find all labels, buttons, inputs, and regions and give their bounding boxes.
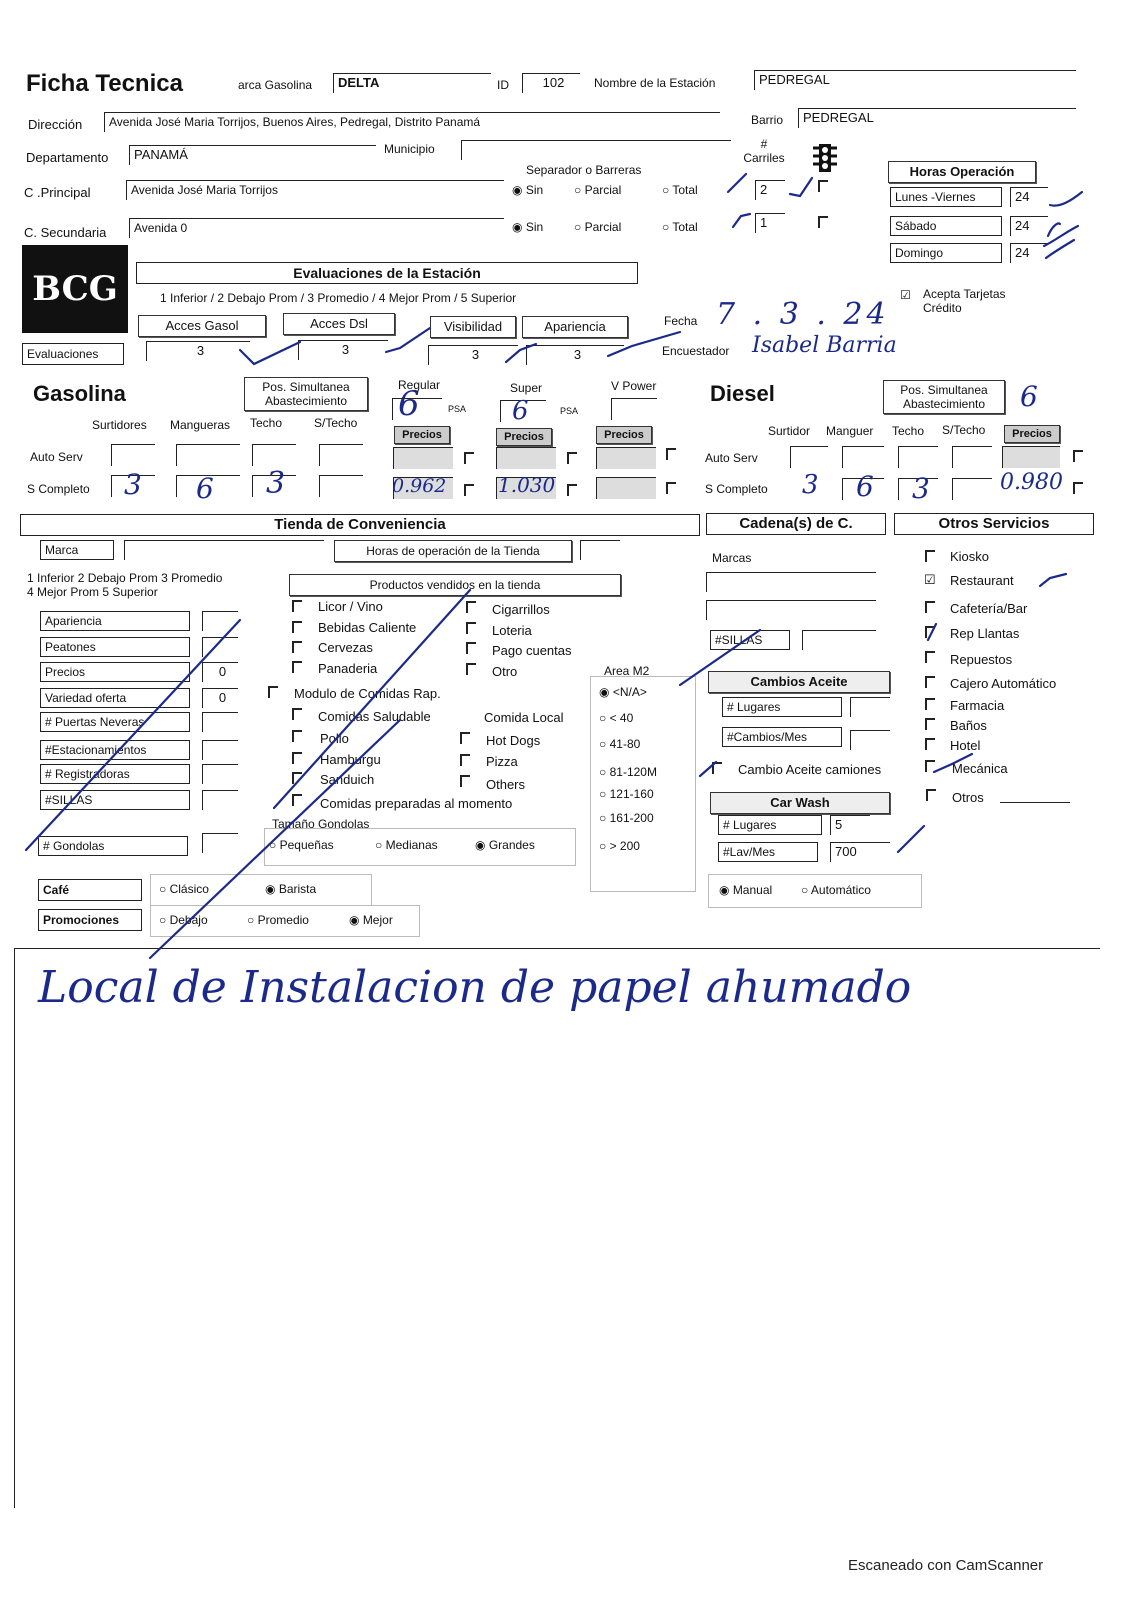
checkbox[interactable] xyxy=(460,732,470,744)
diesel-auto-label: Auto Serv xyxy=(705,451,758,465)
horas-lunes-field[interactable]: 24 xyxy=(1010,187,1048,207)
rating-field[interactable]: 0 xyxy=(202,688,238,708)
completo-stecho-field[interactable] xyxy=(319,475,363,497)
notes-text: Local de Instalacion de papel ahumado xyxy=(38,962,912,1013)
rating-field[interactable] xyxy=(202,611,238,631)
comida-item: Comidas Saludable xyxy=(318,709,431,724)
diesel-completo-surtidor: 3 xyxy=(802,470,819,500)
visibilidad-field[interactable]: 3 xyxy=(428,345,518,365)
radio-area[interactable]: ○ 161-200 xyxy=(599,811,654,825)
apariencia-header: Apariencia xyxy=(522,316,628,338)
rating-label: #SILLAS xyxy=(40,790,190,810)
precios-header: Precios xyxy=(496,428,552,446)
cw-lugares-label: # Lugares xyxy=(718,815,822,835)
cambios-lugares-field[interactable] xyxy=(850,697,890,717)
checkbox[interactable] xyxy=(925,738,935,750)
comida-item: Others xyxy=(486,777,526,792)
checkbox[interactable] xyxy=(292,621,302,633)
checkbox[interactable] xyxy=(567,484,577,496)
direccion-field[interactable]: Avenida José Maria Torrijos, Buenos Aires, Pedregal, Distrito Panamá xyxy=(104,112,720,132)
checkbox[interactable] xyxy=(818,180,828,192)
tarjetas-label: Acepta Tarjetas Crédito xyxy=(923,287,1006,315)
diesel-auto-manguer[interactable] xyxy=(842,446,884,468)
cambios-mes-label: #Cambios/Mes xyxy=(722,727,842,747)
producto-item: Cigarrillos xyxy=(492,602,550,617)
radio-total[interactable]: ○ Total xyxy=(662,220,698,234)
calle-secundaria-label: C. Secundaria xyxy=(24,225,107,240)
carriles-label: # Carriles xyxy=(743,137,785,165)
area-label: Area M2 xyxy=(604,664,650,678)
gasolina-title: Gasolina xyxy=(33,381,126,406)
producto-item: Pago cuentas xyxy=(492,643,572,658)
producto-item: Cervezas xyxy=(318,640,373,655)
radio-clasico[interactable]: ○ Clásico xyxy=(159,882,209,896)
comida-item: Pizza xyxy=(486,754,518,769)
area-group xyxy=(590,676,696,892)
traffic-light-icon xyxy=(812,142,838,174)
tienda-marca-field[interactable] xyxy=(124,540,324,560)
barrio-field[interactable]: PEDREGAL xyxy=(798,108,1076,128)
gasolina-pos-header: Pos. Simultanea Abastecimiento xyxy=(244,377,368,411)
checkbox[interactable] xyxy=(925,651,935,663)
completo-mangueras-hand: 6 xyxy=(196,472,214,505)
servicio-item: Rep Llantas xyxy=(950,626,1020,641)
checkbox[interactable] xyxy=(925,760,935,772)
auto-mangueras-field[interactable] xyxy=(176,444,240,466)
checkbox[interactable] xyxy=(268,686,278,698)
checkbox[interactable] xyxy=(292,794,302,806)
checkbox[interactable] xyxy=(925,698,935,710)
rating-field[interactable] xyxy=(202,764,238,784)
radio-area[interactable]: ◉ <N/A> xyxy=(599,685,647,699)
municipio-field[interactable] xyxy=(461,140,731,160)
radio-total[interactable]: ○ Total xyxy=(662,183,698,197)
radio-area[interactable]: ○ 81-120M xyxy=(599,765,657,779)
radio-medianas[interactable]: ○ Medianas xyxy=(375,838,438,852)
radio-debajo[interactable]: ○ Debajo xyxy=(159,913,208,927)
checkbox[interactable] xyxy=(460,775,470,787)
servicio-item: Hotel xyxy=(950,738,981,753)
calle-principal-label: C .Principal xyxy=(24,185,91,200)
rating-label: # Registradoras xyxy=(40,764,190,784)
regular-pos-field[interactable] xyxy=(392,398,442,420)
radio-barista[interactable]: ◉ Barista xyxy=(265,882,317,896)
rating-label: Peatones xyxy=(40,637,190,657)
vpower-label: V Power xyxy=(611,379,657,393)
direccion-label: Dirección xyxy=(28,117,83,132)
apariencia-field[interactable]: 3 xyxy=(526,345,624,365)
horas-operacion-title: Horas Operación xyxy=(888,161,1036,183)
comida-item: Hot Dogs xyxy=(486,733,541,748)
otros-servicios-title: Otros Servicios xyxy=(894,513,1094,535)
evaluaciones-row-label: Evaluaciones xyxy=(22,343,124,365)
servicio-item: Cajero Automático xyxy=(950,676,1057,691)
producto-item: Licor / Vino xyxy=(318,599,383,614)
precios-header: Precios xyxy=(596,426,652,444)
servicio-item: Cafetería/Bar xyxy=(950,601,1028,616)
checkbox[interactable] xyxy=(1073,482,1083,494)
checkbox[interactable] xyxy=(292,600,302,612)
checkbox[interactable] xyxy=(1073,450,1083,462)
completo-regular-price: 0.962 xyxy=(392,475,447,497)
completo-vpower-price[interactable] xyxy=(596,477,656,499)
radio-manual[interactable]: ◉ Manual xyxy=(719,883,773,897)
calle-principal-field[interactable]: Avenida José Maria Torrijos xyxy=(126,180,504,200)
diesel-title: Diesel xyxy=(710,381,775,406)
tienda-scale-1: 1 Inferior 2 Debajo Prom 3 Promedio xyxy=(27,571,223,585)
nombre-estacion-field[interactable]: PEDREGAL xyxy=(754,70,1076,90)
diesel-pos-hand: 6 xyxy=(1020,380,1038,413)
checkbox[interactable] xyxy=(292,661,302,673)
radio-mejor[interactable]: ◉ Mejor xyxy=(349,913,393,927)
carriles-principal-field[interactable]: 2 xyxy=(755,180,785,200)
cw-lav-label: #Lav/Mes xyxy=(718,842,818,862)
car-wash-title: Car Wash xyxy=(710,792,890,814)
completo-techo-hand: 3 xyxy=(266,466,286,501)
encuestador-label: Encuestador xyxy=(662,344,730,358)
checkbox[interactable] xyxy=(712,762,722,774)
checkbox[interactable] xyxy=(926,789,936,801)
notes-box[interactable] xyxy=(14,948,1100,1508)
diesel-completo-price: 0.980 xyxy=(1000,470,1063,495)
checkbox[interactable] xyxy=(292,708,302,720)
radio-sin[interactable]: ◉ Sin xyxy=(512,220,544,234)
diesel-auto-surtidor[interactable] xyxy=(790,446,828,468)
carwash-type-group xyxy=(708,874,922,908)
tienda-scale-2: 4 Mejor Prom 5 Superior xyxy=(27,585,158,599)
fecha-label: Fecha xyxy=(664,314,698,328)
checkbox[interactable] xyxy=(925,676,935,688)
fecha-handwritten: 7 . 3 . 24 xyxy=(716,297,890,332)
col-surtidores: Surtidores xyxy=(92,418,147,432)
super-label: Super xyxy=(510,381,543,395)
form-title: Ficha Tecnica xyxy=(26,70,183,97)
departamento-label: Departamento xyxy=(26,150,109,165)
checkbox[interactable] xyxy=(466,663,476,675)
cambios-aceite-title: Cambios Aceite xyxy=(708,671,890,693)
producto-item: Panaderia xyxy=(318,661,378,676)
auto-stecho-field[interactable] xyxy=(319,444,363,466)
radio-sin[interactable]: ◉ Sin xyxy=(512,183,544,197)
tienda-title: Tienda de Conveniencia xyxy=(20,514,700,536)
comida-item: Hamburgu xyxy=(320,752,381,767)
acces-gasol-field[interactable]: 3 xyxy=(146,341,250,361)
radio-parcial[interactable]: ○ Parcial xyxy=(574,220,622,234)
marca-gasolina-label: arca Gasolina xyxy=(238,78,313,92)
diesel-col-manguer: Manguer xyxy=(826,424,874,438)
diesel-auto-stecho[interactable] xyxy=(952,446,992,468)
cadena-sillas-field[interactable] xyxy=(802,630,876,650)
evaluaciones-scale: 1 Inferior / 2 Debajo Prom / 3 Promedio / 4 Mejor Prom / 5 Superior xyxy=(160,291,517,305)
rating-label: # Puertas Neveras xyxy=(40,712,190,732)
productos-header: Productos vendidos en la tienda xyxy=(289,574,621,596)
diesel-col-stecho: S/Techo xyxy=(942,423,986,437)
visibilidad-header: Visibilidad xyxy=(430,316,516,338)
gasolina-super-hand: 6 xyxy=(512,396,529,426)
diesel-pos-header: Pos. Simultanea Abastecimiento xyxy=(883,380,1005,414)
checkbox[interactable] xyxy=(818,216,828,228)
radio-pequenas[interactable]: ○ Pequeñas xyxy=(269,838,334,852)
checkbox[interactable] xyxy=(567,452,577,464)
acces-dsl-field[interactable]: 3 xyxy=(298,340,388,360)
tienda-horas-field[interactable] xyxy=(580,540,620,560)
rating-label: Apariencia xyxy=(40,611,190,631)
gasolina-regular-hand: 6 xyxy=(398,384,420,424)
psa-label: PSA xyxy=(560,406,579,416)
otros-line xyxy=(1000,802,1070,803)
rating-label: Precios xyxy=(40,662,190,682)
servicio-item: Mecánica xyxy=(952,761,1008,776)
diesel-auto-price[interactable] xyxy=(1002,446,1060,468)
psa-label: PSA xyxy=(448,404,467,414)
vpower-pos-field[interactable] xyxy=(611,398,657,420)
auto-techo-field[interactable] xyxy=(252,444,296,466)
checkbox[interactable] xyxy=(466,601,476,613)
checkbox[interactable] xyxy=(466,642,476,654)
radio-promedio[interactable]: ○ Promedio xyxy=(247,913,309,927)
tarjetas-checkbox[interactable]: ☑ xyxy=(900,288,911,302)
checkbox[interactable] xyxy=(925,550,935,562)
rating-field[interactable] xyxy=(202,712,238,732)
carriles-secundaria-field[interactable]: 1 xyxy=(755,213,785,233)
marca-gasolina-field[interactable]: DELTA xyxy=(333,73,491,93)
producto-item: Bebidas Caliente xyxy=(318,620,417,635)
cadena-title: Cadena(s) de C. xyxy=(706,513,886,535)
rating-label: Variedad oferta xyxy=(40,688,190,708)
cadena-marca-field[interactable] xyxy=(706,600,876,620)
checkbox[interactable] xyxy=(292,752,302,764)
diesel-completo-label: S Completo xyxy=(705,482,768,496)
promociones-label: Promociones xyxy=(38,909,142,931)
checkbox[interactable] xyxy=(292,730,302,742)
auto-vpower-price[interactable] xyxy=(596,447,656,469)
auto-serv-label: Auto Serv xyxy=(30,450,83,464)
cambios-lugares-label: # Lugares xyxy=(722,697,842,717)
servicio-item: Kiosko xyxy=(950,549,990,564)
completo-surtidores-hand: 3 xyxy=(124,468,142,501)
checkbox[interactable] xyxy=(460,754,470,766)
radio-area[interactable]: ○ < 40 xyxy=(599,711,634,725)
servicio-item: Repuestos xyxy=(950,652,1013,667)
tamano-group xyxy=(264,828,576,866)
comidas-preparadas-label: Comidas preparadas al momento xyxy=(320,796,513,811)
horas-row-label: Lunes -Viernes xyxy=(890,187,1002,207)
diesel-col-surtidor: Surtidor xyxy=(768,424,811,438)
rating-field[interactable] xyxy=(202,740,238,760)
producto-item: Otro xyxy=(492,664,518,679)
cambios-mes-field[interactable] xyxy=(850,730,890,750)
checkbox[interactable] xyxy=(925,626,935,638)
col-mangueras: Mangueras xyxy=(170,418,231,432)
checkbox[interactable] xyxy=(292,772,302,784)
radio-area[interactable]: ○ 121-160 xyxy=(599,787,654,801)
rating-field[interactable]: 0 xyxy=(202,662,238,682)
gondolas-field[interactable] xyxy=(202,833,238,853)
id-label: ID xyxy=(497,78,509,92)
checkbox-checked[interactable]: ☑ xyxy=(924,572,936,587)
auto-regular-price[interactable] xyxy=(393,447,453,469)
rating-label: #Estacionamientos xyxy=(40,740,190,760)
bcg-logo: BCG xyxy=(22,245,128,333)
comida-item: Sanduich xyxy=(320,772,375,787)
rating-field[interactable] xyxy=(202,790,238,810)
diesel-auto-techo[interactable] xyxy=(898,446,938,468)
municipio-label: Municipio xyxy=(384,142,435,156)
cambio-camiones-label: Cambio Aceite camiones xyxy=(738,762,882,777)
servicio-item: Baños xyxy=(950,718,987,733)
radio-area[interactable]: ○ > 200 xyxy=(599,839,640,853)
servicio-item: Restaurant xyxy=(950,573,1014,588)
evaluaciones-title: Evaluaciones de la Estación xyxy=(136,262,638,284)
checkbox[interactable] xyxy=(292,641,302,653)
tamano-label: Tamaño Gondolas xyxy=(272,817,370,831)
tienda-marca-label: Marca xyxy=(40,540,114,560)
checkbox[interactable] xyxy=(466,622,476,634)
cw-lugares-field[interactable]: 5 xyxy=(830,815,870,835)
servicio-item: Farmacia xyxy=(950,698,1005,713)
cadena-sillas-label: #SILLAS xyxy=(710,630,790,650)
cadena-marcas-label: Marcas xyxy=(712,551,752,565)
regular-label: Regular xyxy=(398,378,441,392)
checkbox[interactable] xyxy=(925,718,935,730)
encuestador-handwritten: Isabel Barria xyxy=(752,333,897,358)
cafe-group xyxy=(150,874,372,906)
auto-super-price[interactable] xyxy=(496,447,556,469)
checkbox[interactable] xyxy=(464,484,474,496)
horas-row-label: Domingo xyxy=(890,243,1002,263)
diesel-completo-stecho[interactable] xyxy=(952,478,992,500)
comida-local-label: Comida Local xyxy=(484,710,564,725)
acces-gasol-header: Acces Gasol xyxy=(138,315,266,337)
radio-automatico[interactable]: ○ Automático xyxy=(801,883,871,897)
diesel-col-techo: Techo xyxy=(892,424,925,438)
producto-item: Loteria xyxy=(492,623,532,638)
auto-surtidores-field[interactable] xyxy=(111,444,155,466)
horas-row-label: Sábado xyxy=(890,216,1002,236)
separador-title: Separador o Barreras xyxy=(526,163,642,177)
horas-domingo-field[interactable]: 24 xyxy=(1010,243,1048,263)
camscanner-footer: Escaneado con CamScanner xyxy=(848,1557,1044,1574)
radio-grandes[interactable]: ◉ Grandes xyxy=(475,838,535,852)
cadena-marca-field[interactable] xyxy=(706,572,876,592)
diesel-completo-manguer: 6 xyxy=(856,470,874,503)
servicio-item: Otros xyxy=(952,790,984,805)
nombre-estacion-label: Nombre de la Estación xyxy=(594,76,716,90)
precios-header: Precios xyxy=(394,426,450,444)
comida-item: Pollo xyxy=(320,731,349,746)
gondolas-label: # Gondolas xyxy=(38,836,188,856)
radio-parcial[interactable]: ○ Parcial xyxy=(574,183,622,197)
departamento-field[interactable]: PANAMÁ xyxy=(129,145,376,165)
s-completo-label: S Completo xyxy=(27,482,90,496)
cafe-label: Café xyxy=(38,879,142,901)
cw-lav-field[interactable]: 700 xyxy=(830,842,890,862)
radio-area[interactable]: ○ 41-80 xyxy=(599,737,641,751)
horas-sabado-field[interactable]: 24 xyxy=(1010,216,1048,236)
col-s-techo: S/Techo xyxy=(314,416,358,430)
acces-dsl-header: Acces Dsl xyxy=(283,313,395,335)
checkbox[interactable] xyxy=(666,448,676,460)
checkbox[interactable] xyxy=(925,601,935,613)
checkbox[interactable] xyxy=(464,452,474,464)
checkbox[interactable] xyxy=(666,482,676,494)
rating-field[interactable] xyxy=(202,637,238,657)
col-techo: Techo xyxy=(250,416,283,430)
modulo-comidas-label: Modulo de Comidas Rap. xyxy=(294,686,441,701)
promo-group xyxy=(150,905,420,937)
barrio-label: Barrio xyxy=(751,113,784,127)
completo-super-price: 1.030 xyxy=(498,473,556,497)
id-field[interactable]: 102 xyxy=(522,73,580,93)
diesel-precios-header: Precios xyxy=(1004,425,1060,443)
tienda-horas-label: Horas de operación de la Tienda xyxy=(334,540,572,562)
diesel-completo-techo: 3 xyxy=(912,472,930,505)
calle-secundaria-field[interactable]: Avenida 0 xyxy=(129,218,504,238)
